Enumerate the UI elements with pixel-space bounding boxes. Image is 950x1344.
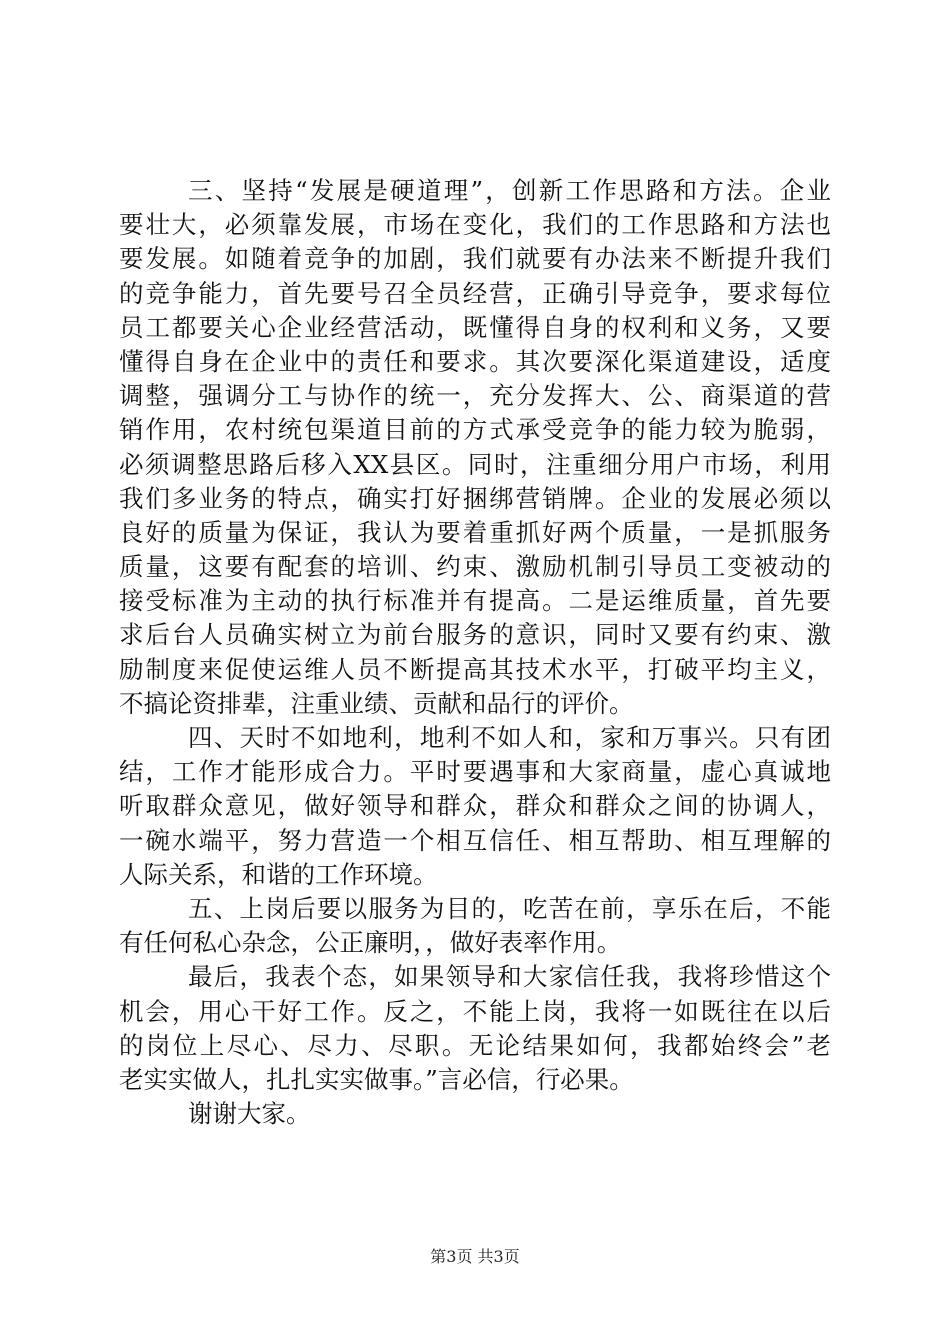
text-line: 我们多业务的特点，确实打好捆绑营销牌。企业的发展必须以 xyxy=(119,483,831,513)
text-line: 结，工作才能形成合力。平时要遇事和大家商量，虚心真诚地 xyxy=(119,757,831,787)
paragraph-thanks xyxy=(119,1097,831,1131)
text-line: 谢谢大家。 xyxy=(188,1099,311,1129)
paragraph-4 xyxy=(119,721,831,892)
text-line: 三、坚持“发展是硬道理”，创新工作思路和方法。企业 xyxy=(188,176,831,205)
text-line: 质量，这要有配套的培训、约束、激励机制引导员工变被动的 xyxy=(119,552,831,582)
text-line: 要壮大，必须靠发展，市场在变化，我们的工作思路和方法也 xyxy=(119,210,831,240)
text-line: 调整，强调分工与协作的统一，充分发挥大、公、商渠道的营 xyxy=(119,381,831,411)
text-line: 四、天时不如地利，地利不如人和，家和万事兴。只有团 xyxy=(188,723,831,752)
text-line: 最后，我表个态，如果领导和大家信任我，我将珍惜这个 xyxy=(188,962,831,992)
text-line: 必须调整思路后移入XX县区。同时，注重细分用户市场，利用 xyxy=(119,449,831,479)
text-line: 机会，用心干好工作。反之，不能上岗，我将一如既往在以后 xyxy=(119,996,831,1026)
text-line: 听取群众意见，做好领导和群众，群众和群众之间的协调人， xyxy=(119,791,831,821)
text-line: 的岗位上尽心、尽力、尽职。无论结果如何，我都始终会”老 xyxy=(119,1030,831,1060)
text-line: 的竞争能力，首先要号召全员经营，正确引导竞争，要求每位 xyxy=(119,278,831,308)
paragraph-5 xyxy=(119,892,831,960)
text-line: 良好的质量为保证，我认为要着重抓好两个质量，一是抓服务 xyxy=(119,517,831,547)
text-line: 懂得自身在企业中的责任和要求。其次要深化渠道建设，适度 xyxy=(119,346,831,376)
text-line: 不搞论资排辈，注重业绩、贡献和品行的评价。 xyxy=(119,688,634,718)
text-line: 销作用，农村统包渠道目前的方式承受竞争的能力较为脆弱， xyxy=(119,415,831,445)
text-line: 有任何私心杂念，公正廉明，，做好表率作用。 xyxy=(119,928,622,958)
page-footer xyxy=(0,1247,950,1267)
text-line: 老实实做人，扎扎实实做事。”言必信，行必果。 xyxy=(119,1064,634,1094)
page-number: 第3页 共3页 xyxy=(430,1247,520,1266)
text-line: 一碗水端平，努力营造一个相互信任、相互帮助、相互理解的 xyxy=(119,825,831,855)
text-line: 励制度来促使运维人员不断提高其技术水平，打破平均主义， xyxy=(119,654,831,684)
paragraph-3 xyxy=(119,174,831,721)
text-line: 员工都要关心企业经营活动，既懂得自身的权利和义务，又要 xyxy=(119,312,831,342)
text-line: 人际关系，和谐的工作环境。 xyxy=(119,859,438,889)
text-line: 求后台人员确实树立为前台服务的意识，同时又要有约束、激 xyxy=(119,620,831,650)
document-body xyxy=(119,174,831,1131)
text-line: 五、上岗后要以服务为目的，吃苦在前，享乐在后，不能 xyxy=(188,893,831,923)
text-line: 接受标准为主动的执行标准并有提高。二是运维质量，首先要 xyxy=(119,586,831,616)
paragraph-closing xyxy=(119,960,831,1097)
text-line: 要发展。如随着竞争的加剧，我们就要有办法来不断提升我们 xyxy=(119,244,831,274)
